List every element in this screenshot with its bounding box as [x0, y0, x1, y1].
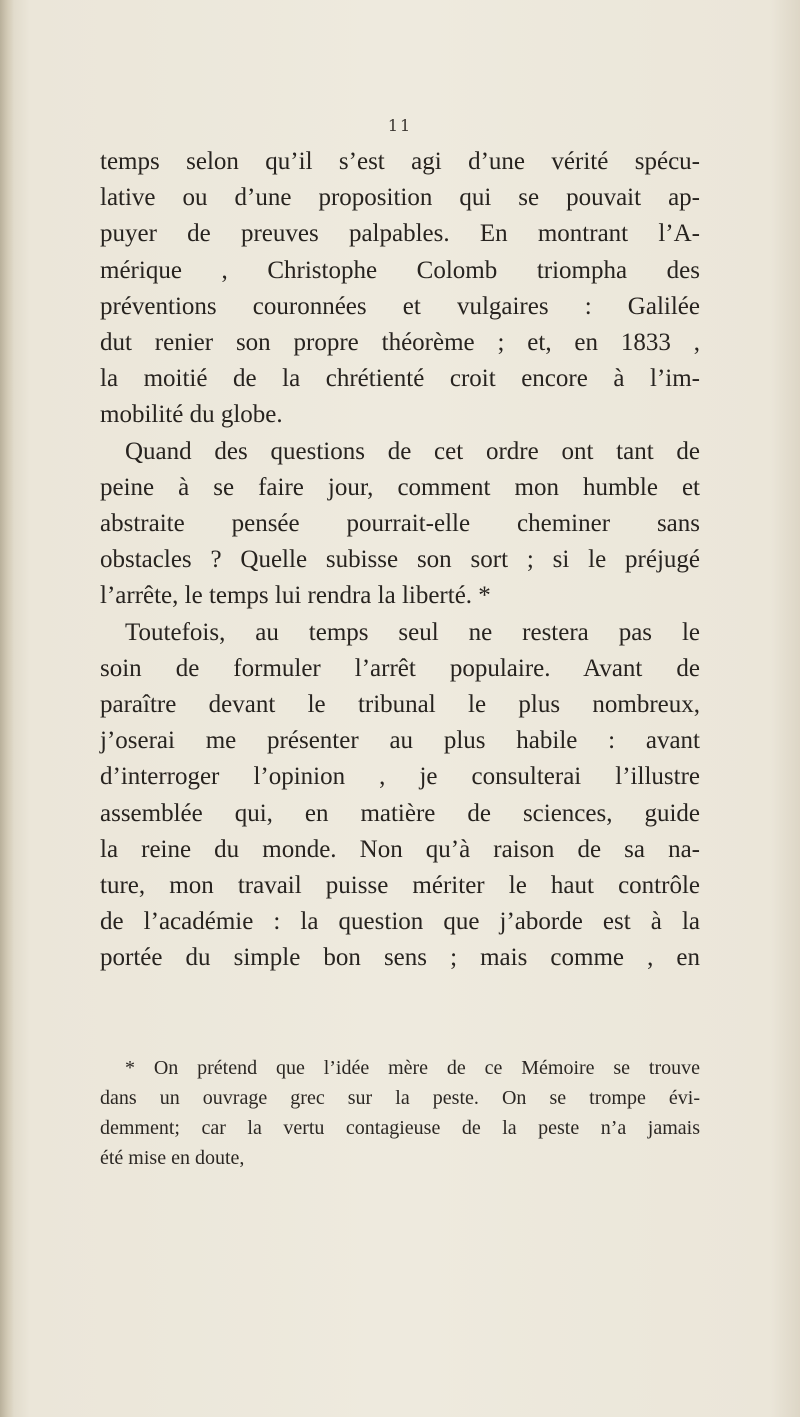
text-line: ture, mon travail puisse mériter le haut contrôle — [100, 872, 700, 900]
text-line: j’oserai me présenter au plus habile : avant — [100, 727, 700, 755]
text-line: paraître devant le tribunal le plus nombreux, — [100, 691, 700, 719]
text-line: Quand des questions de cet ordre ont tant de — [125, 437, 700, 465]
text-line: temps selon qu’il s’est agi d’une vérité spécu- — [100, 148, 700, 175]
text-line: soin de formuler l’arrêt populaire. Avant de — [100, 654, 700, 682]
text-line: d’interroger l’opinion , je consulterai l’illustre — [100, 763, 700, 791]
page-number: 11 — [387, 116, 413, 135]
footnote-line: * On prétend que l’idée mère de ce Mémoire se trouve — [125, 1057, 700, 1079]
footnote-block — [100, 1053, 700, 1173]
text-line: abstraite pensée pourrait-elle cheminer sans — [100, 510, 700, 538]
text-line: la reine du monde. Non qu’à raison de sa na- — [100, 835, 700, 863]
text-line: de l’académie : la question que j’aborde est à la — [100, 908, 700, 936]
text-line: portée du simple bon sens ; mais comme , en — [100, 944, 700, 972]
text-line: assemblée qui, en matière de sciences, guide — [100, 799, 700, 827]
main-text-block — [100, 144, 700, 977]
text-line: obstacles ? Quelle subisse son sort ; si le préjugé — [100, 546, 700, 574]
footnote-line: demment; car la vertu contagieuse de la peste n’a jamais — [100, 1117, 700, 1139]
footnote-line: été mise en doute, — [100, 1147, 245, 1169]
text-line: dut renier son propre théorème ; et, en 1833 , — [100, 329, 700, 357]
text-line: préventions couronnées et vulgaires : Galilée — [100, 292, 700, 320]
text-line: la moitié de la chrétienté croit encore à l’im- — [100, 365, 700, 393]
text-line: Toutefois, au temps seul ne restera pas le — [125, 618, 700, 646]
text-line: mérique , Christophe Colomb triompha des — [100, 256, 700, 284]
text-line: puyer de preuves palpables. En montrant l’A- — [100, 220, 700, 248]
footnote-line: dans un ouvrage grec sur la peste. On se trompe évi- — [100, 1087, 700, 1109]
text-line: mobilité du globe. — [100, 401, 283, 429]
text-line: lative ou d’une proposition qui se pouvait ap- — [100, 184, 700, 212]
text-line: peine à se faire jour, comment mon humble et — [100, 473, 700, 501]
text-line: l’arrête, le temps lui rendra la liberté. * — [100, 582, 491, 610]
page-gutter-shadow — [0, 0, 14, 1417]
